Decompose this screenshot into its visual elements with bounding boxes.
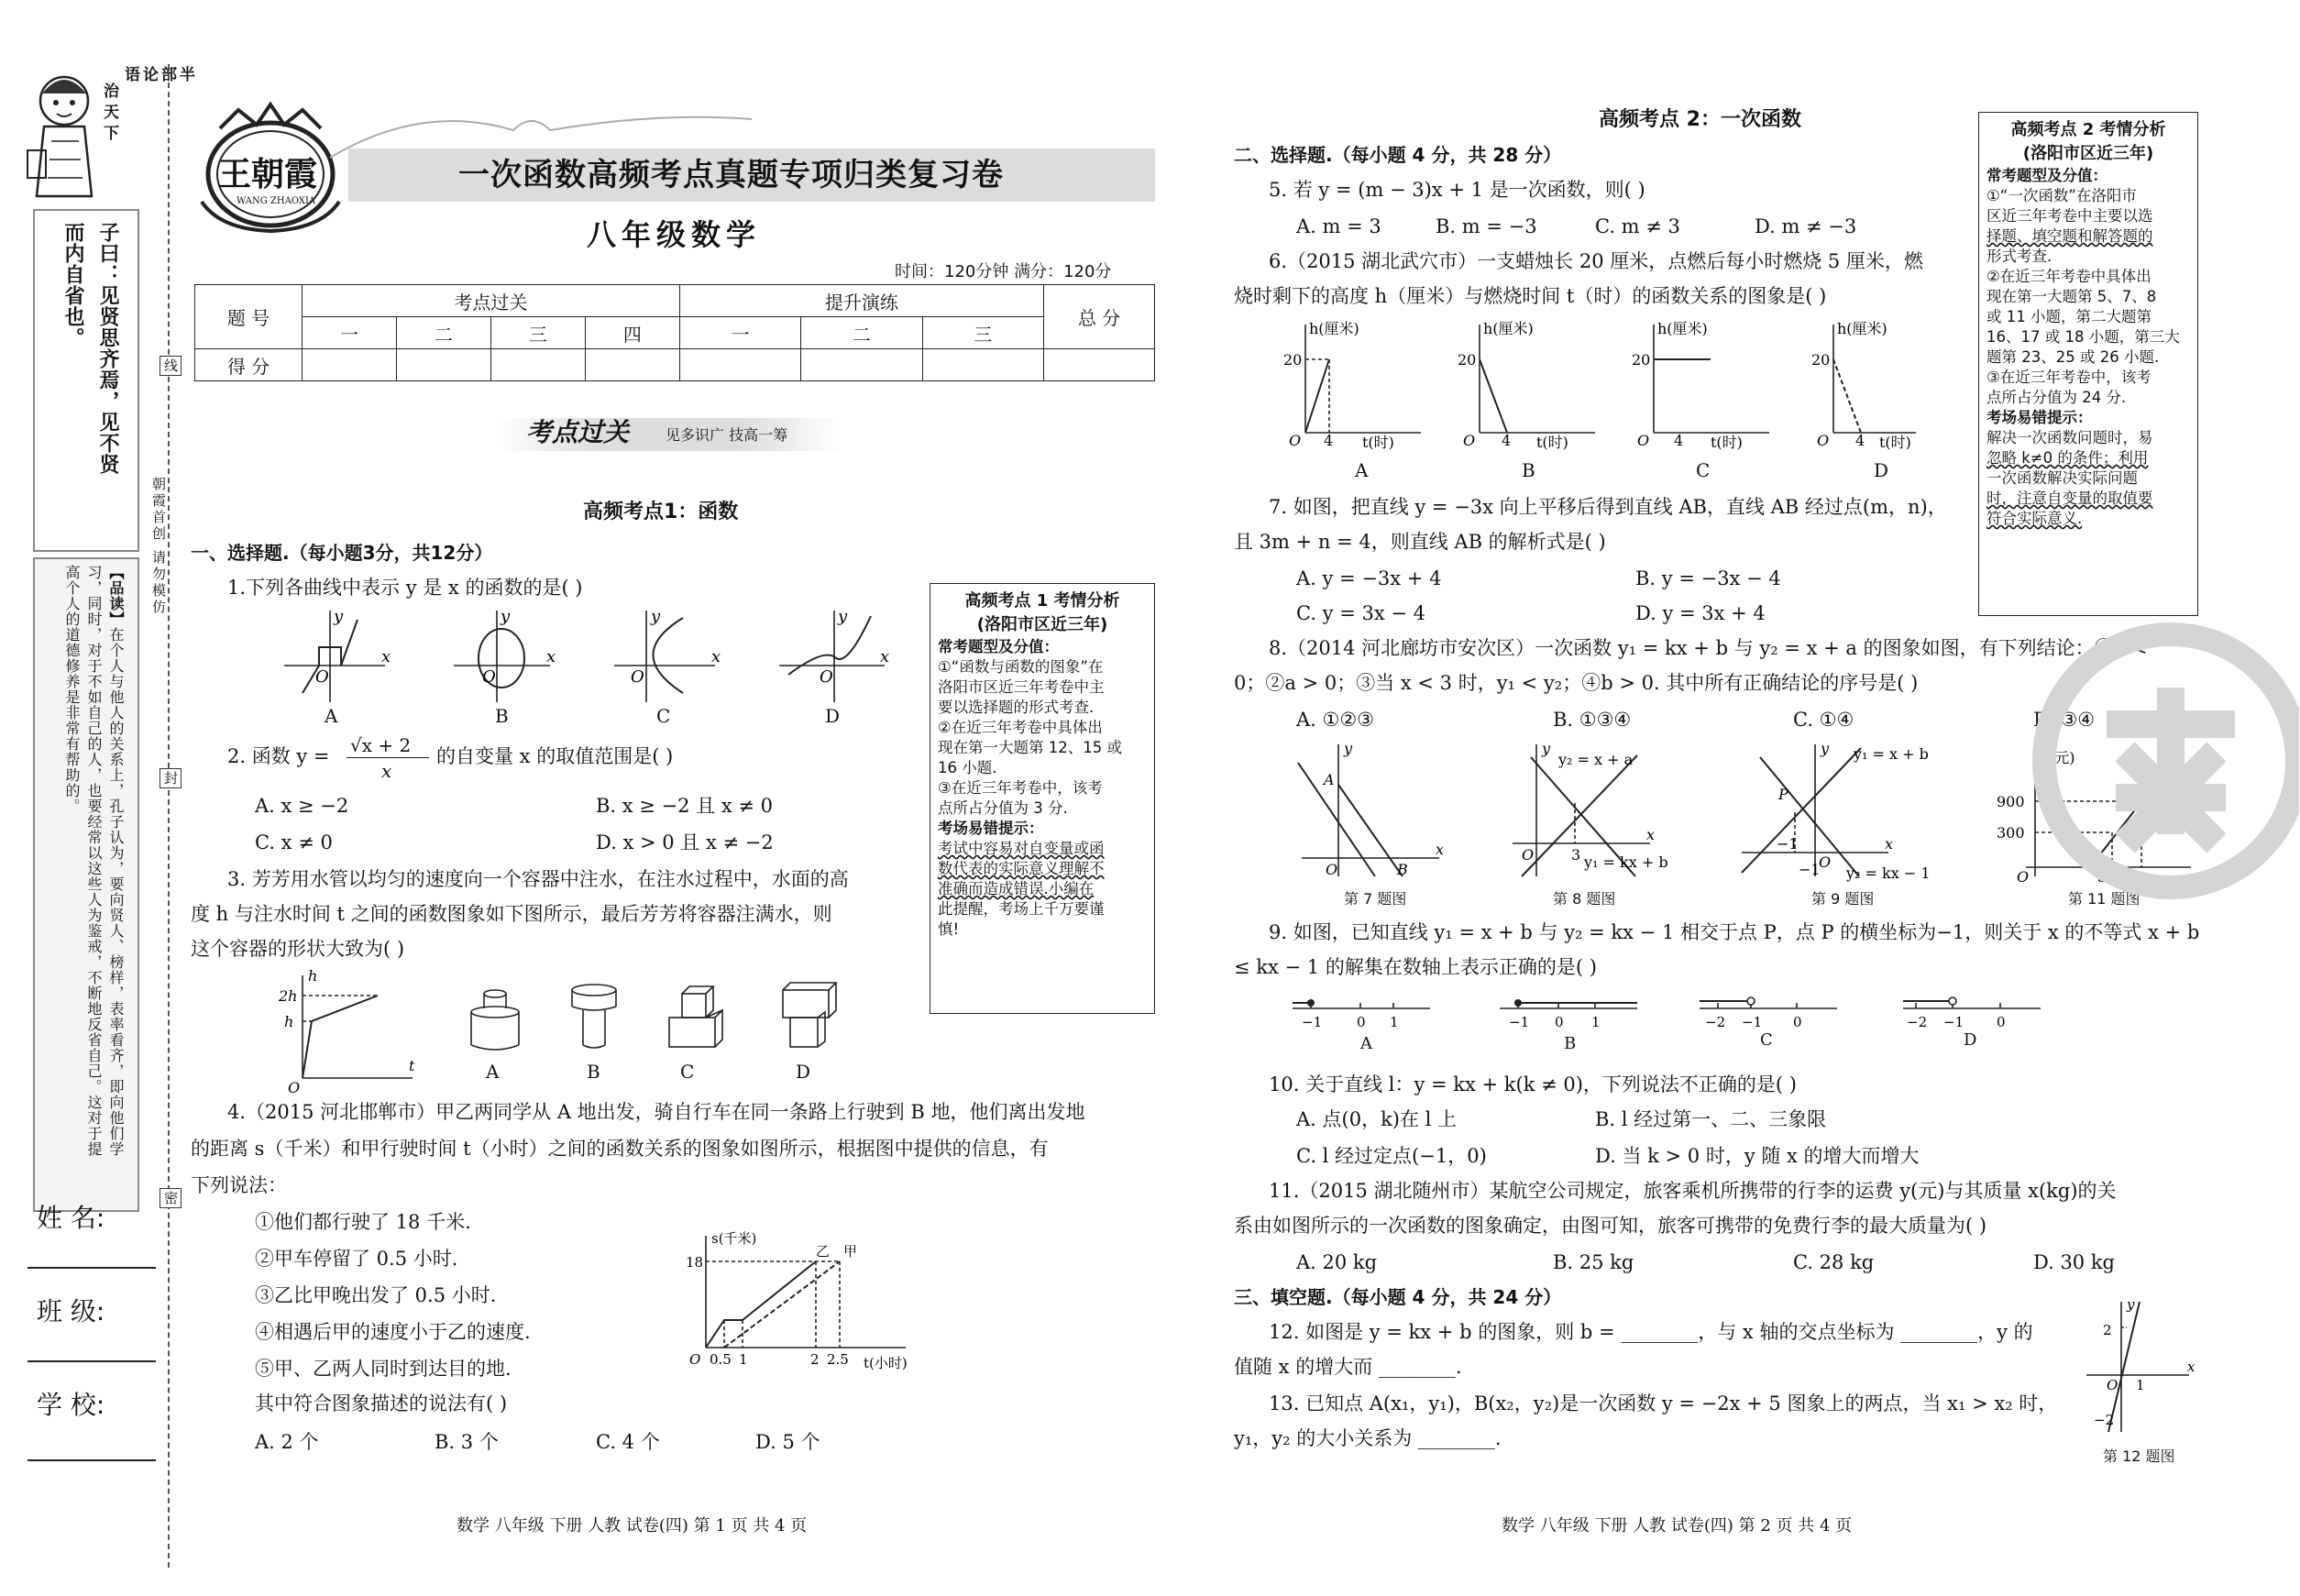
col-header: 一 [679, 317, 800, 349]
score-table [194, 284, 1155, 381]
q3-opt-a: A [486, 1061, 500, 1083]
motto-col-2: 治天下 [100, 83, 118, 146]
svg-text:2.5: 2.5 [827, 1351, 849, 1368]
svg-text:h: h [284, 1013, 294, 1030]
page-title: 一次函数高频考点真题专项归类复习卷 [458, 157, 1004, 193]
svg-text:20: 20 [1811, 351, 1831, 369]
q11-line1: 11.（2015 湖北随州市）某航空公司规定，旅客乘机所携带的行李的运费 y(元)与其质量 x(kg)的关 [1269, 1180, 2117, 1202]
group-tisheng: 提升演练 [679, 285, 1043, 317]
total-header: 总 分 [1044, 285, 1155, 349]
col-header: 二 [801, 317, 922, 349]
svg-text:50: 50 [2125, 868, 2144, 886]
q10-opt-a: A. 点(0，k)在 l 上 [1296, 1108, 1458, 1130]
svg-text:−1: −1 [1799, 861, 1821, 878]
q9-opt-d: D [1964, 1030, 1977, 1050]
analysis-box-2: 高频考点 2 考情分析 (洛阳市区近三年) 常考题型及分值： ①“一次函数”在洛阳市 区近三年考卷中主要以选 择题、填空题和解答题的 形式考查. ②在近三年考卷中具体出 现在第一大题第 5、7、8 或 11 小题，第二大题第 16、17 或 18 小题，第三大 题第 23、25 或 26 小题. ③在近三年考卷中，该考 点所占分值为 24 分. 考场易错提示： 解决一次函数问题时，易 忽略 k≠0 的条件；利用 一次函数解决实际问题 时，注意自变量的取值要 符合实际意义. [1978, 112, 2198, 616]
q11-opt-b: B. 25 kg [1553, 1251, 1634, 1273]
score-cell[interactable] [396, 349, 490, 381]
q6-opt-a: A [1355, 459, 1369, 481]
section1-title: 高频考点1：函数 [583, 501, 739, 523]
svg-text:1: 1 [739, 1351, 748, 1368]
pindu-col-1: 【品读】在个人与他人的关系上，孔子认为，要向贤人、榜样，表率看齐，即向他们学 [107, 565, 125, 1157]
q4-item-3: ③乙比甲晚出发了 0.5 小时. [255, 1284, 497, 1306]
q2-numerator: √x + 2 [350, 734, 412, 756]
col-header: 三 [922, 317, 1043, 349]
q3-opt-d: D [796, 1061, 811, 1083]
svg-text:h: h [308, 968, 318, 985]
svg-text:y: y [838, 607, 848, 626]
svg-text:−2: −2 [1907, 1014, 1928, 1030]
row-label-question: 题 号 [195, 285, 303, 349]
svg-text:−1: −1 [1943, 1014, 1964, 1030]
q1-opt-c: C [656, 705, 671, 727]
svg-text:O: O [1819, 853, 1832, 871]
school-field[interactable] [28, 1458, 156, 1461]
svg-text:y(元): y(元) [2041, 749, 2075, 766]
q1-curves [275, 601, 898, 711]
svg-text:h(厘米): h(厘米) [1483, 320, 1534, 337]
svg-text:h(厘米): h(厘米) [1657, 320, 1708, 337]
q9-opt-a: A [1360, 1034, 1372, 1053]
svg-text:O: O [1326, 861, 1338, 878]
watermark-seal-icon [2024, 614, 2299, 908]
name-label: 姓 名: [37, 1203, 105, 1233]
q11-opt-c: C. 28 kg [1793, 1251, 1875, 1273]
svg-text:x: x [546, 647, 556, 666]
q8-opt-c: C. ①④ [1793, 709, 1854, 731]
col-header: 一 [303, 317, 397, 349]
svg-text:300: 300 [1997, 824, 2025, 842]
q6-opt-b: B [1522, 459, 1535, 481]
svg-text:2: 2 [810, 1351, 820, 1368]
q9-opt-c: C [1760, 1030, 1773, 1050]
fig11-caption: 第 11 题图 [2068, 890, 2140, 908]
score-cell[interactable] [490, 349, 585, 381]
score-cell[interactable] [801, 349, 922, 381]
col-header: 二 [396, 317, 490, 349]
class-label: 班 级: [37, 1296, 105, 1326]
q1-opt-b: B [495, 705, 509, 727]
score-cell[interactable] [303, 349, 397, 381]
group-kaodian: 考点过关 [303, 285, 680, 317]
svg-text:x: x [2187, 1359, 2195, 1375]
pindu-col-3: 高个人的道德修养是非常有帮助的。 [63, 565, 81, 814]
svg-text:t(时): t(时) [1536, 434, 1568, 451]
svg-text:t: t [409, 1057, 415, 1074]
svg-text:x: x [1436, 841, 1445, 858]
motto-col-1: 半 部 论 语 [121, 66, 194, 83]
svg-text:y: y [501, 607, 511, 626]
cut-mark-secret: 密 [160, 1188, 182, 1208]
q7-opt-c: C. y = 3x − 4 [1296, 602, 1425, 624]
q2-opt-a: A. x ≥ −2 [255, 795, 349, 817]
svg-text:20: 20 [1283, 351, 1303, 369]
score-cell[interactable] [585, 349, 679, 381]
svg-text:4: 4 [1855, 432, 1865, 449]
svg-text:x: x [1646, 826, 1656, 843]
svg-text:20: 20 [1458, 351, 1477, 369]
svg-text:0: 0 [1793, 1014, 1802, 1030]
svg-text:O: O [315, 667, 329, 687]
q4-line3: 下列说法： [191, 1174, 287, 1196]
svg-text:1: 1 [1591, 1014, 1601, 1030]
q11-opt-d: D. 30 kg [2033, 1251, 2116, 1273]
svg-text:x: x [1885, 835, 1894, 853]
svg-text:B: B [1397, 861, 1408, 878]
svg-text:x: x [880, 647, 890, 666]
class-field[interactable] [28, 1359, 156, 1362]
svg-text:2: 2 [2103, 1322, 2112, 1338]
section2-title: 高频考点 2：一次函数 [1599, 108, 1801, 131]
svg-text:3: 3 [1571, 846, 1581, 864]
col-header: 四 [585, 317, 679, 349]
q3-graph [275, 968, 422, 1096]
q4-graph [678, 1228, 917, 1375]
q7-opt-a: A. y = −3x + 4 [1296, 567, 1442, 589]
svg-text:h(厘米): h(厘米) [1309, 320, 1359, 337]
q3-containers [458, 981, 862, 1054]
quote-col-1: 子曰：见贤思齐焉，见不贤 [96, 222, 119, 475]
q2-opt-d: D. x > 0 且 x ≠ −2 [596, 831, 774, 853]
score-cell[interactable] [679, 349, 800, 381]
svg-text:−1: −1 [1509, 1014, 1530, 1030]
q9-opt-b: B [1564, 1034, 1577, 1053]
svg-text:y₁ = x + b: y₁ = x + b [1854, 745, 1929, 763]
svg-text:O: O [631, 667, 644, 687]
q6-opt-c: C [1696, 459, 1711, 481]
svg-text:O: O [288, 1079, 301, 1096]
quote-col-2: 而内自省也。 [61, 222, 84, 348]
svg-text:t(时): t(时) [1879, 434, 1911, 451]
q1-text: 1.下列各曲线中表示 y 是 x 的函数的是( ) [227, 577, 583, 599]
banner-main: 考点过关 [526, 417, 630, 447]
svg-text:y: y [651, 607, 661, 626]
svg-text:O: O [1522, 846, 1535, 864]
svg-text:x: x [381, 647, 391, 666]
svg-text:−1: −1 [1777, 835, 1799, 853]
q3-opt-b: B [587, 1061, 600, 1083]
svg-text:t(时): t(时) [1362, 434, 1394, 451]
svg-text:乙: 乙 [816, 1243, 831, 1260]
q10-opt-b: B. l 经过第一、二、三象限 [1595, 1108, 1827, 1130]
fraction-bar [347, 757, 429, 758]
analysis-box-1: 高频考点 1 考情分析 (洛阳市区近三年) 常考题型及分值： ①“函数与函数的图象”在 洛阳市区近三年考卷中主 要以选择题的形式考查. ②在近三年考卷中具体出 现在第一大题第 12、15 或 16 小题. ③在近三年考卷中，该考 点所占分值为 3 分. 考场易错提示： 考试中容易对自变量或函 数代表的实际意义理解不 准确而造成错误.小编在 此提醒，考场上千万要谨 慎! [930, 583, 1155, 1014]
q11-opt-a: A. 20 kg [1296, 1251, 1378, 1273]
svg-text:x: x [711, 647, 721, 666]
footer-right: 数学 八年级 下册 人教 试卷(四) 第 2 页 共 4 页 [1502, 1516, 1853, 1535]
svg-text:O: O [1817, 432, 1830, 449]
svg-text:y: y [2127, 1296, 2135, 1313]
binding-line [168, 64, 170, 1568]
logo-text: 王朝霞 [218, 155, 318, 193]
q4-opt-a: A. 2 个 [255, 1431, 319, 1453]
q11-line2: 系由如图所示的一次函数的图象确定，由图可知，旅客可携带的免费行李的最大质量为( ) [1234, 1215, 1987, 1237]
q9-line1: 9. 如图，已知直线 y₁ = x + b 与 y₂ = kx − 1 相交于点 P，点 P 的横坐标为−1，则关于 x 的不等式 x + b [1269, 921, 2200, 943]
q4-line1: 4.（2015 河北邯郸市）甲乙两同学从 A 地出发，骑自行车在同一条路上行驶到 B 地，他们离出发地 [227, 1101, 1085, 1123]
svg-text:900: 900 [1997, 793, 2025, 810]
q12-line2: 值随 x 的增大而 ________. [1234, 1356, 1462, 1378]
q4-opt-d: D. 5 个 [755, 1431, 820, 1453]
q12-graph [2081, 1294, 2200, 1441]
svg-text:4: 4 [1502, 432, 1512, 449]
q8-opt-a: A. ①②③ [1296, 709, 1374, 731]
row-label-score: 得 分 [195, 349, 303, 381]
svg-text:y₂ = kx − 1: y₂ = kx − 1 [1846, 864, 1931, 882]
svg-text:t(时): t(时) [1711, 434, 1743, 451]
banner-slogan: 见多识广 技高一筹 [666, 426, 788, 444]
q7-opt-d: D. y = 3x + 4 [1635, 602, 1766, 624]
mascot-figure-icon [24, 68, 103, 205]
q4-opt-c: C. 4 个 [596, 1431, 660, 1453]
svg-text:0: 0 [1357, 1014, 1366, 1030]
svg-text:甲: 甲 [843, 1243, 858, 1260]
q3-line1: 3. 芳芳用水管以均匀的速度向一个容器中注水，在注水过程中，水面的高 [227, 868, 849, 890]
q8-opt-b: B. ①③④ [1553, 709, 1632, 731]
svg-text:−2: −2 [1705, 1014, 1726, 1030]
q5-opt-b: B. m = −3 [1436, 215, 1537, 237]
copyright-note: 朝霞首创 请勿模仿 [150, 477, 167, 616]
q3-opt-c: C [680, 1061, 695, 1083]
q8-line1: 8.（2014 河北廊坊市安次区）一次函数 y₁ = kx + b 与 y₂ = x + a 的图象如图，有下列结论：①k < [1269, 637, 2148, 659]
svg-text:O: O [689, 1351, 701, 1368]
q6-opt-d: D [1874, 459, 1889, 481]
svg-text:−1: −1 [1742, 1014, 1763, 1030]
svg-text:y₁ = kx + b: y₁ = kx + b [1584, 853, 1668, 871]
q3-line2: 度 h 与注水时间 t 之间的函数图象如下图所示，最后芳芳将容器注满水，则 [191, 903, 832, 925]
q6-line2: 烧时剩下的高度 h（厘米）与燃烧时间 t（时）的函数关系的图象是( ) [1234, 285, 1827, 307]
svg-text:O: O [1463, 432, 1476, 449]
svg-text:y: y [1821, 740, 1830, 757]
svg-text:y₂ = x + a: y₂ = x + a [1558, 751, 1634, 768]
q2-opt-c: C. x ≠ 0 [255, 831, 333, 853]
svg-text:1: 1 [2136, 1377, 2145, 1393]
svg-text:O: O [2107, 1377, 2118, 1393]
q4-item-4: ④相遇后甲的速度小于乙的速度. [255, 1321, 531, 1343]
fig8-caption: 第 8 题图 [1553, 890, 1616, 908]
svg-text:P: P [1778, 786, 1788, 803]
svg-text:y: y [1542, 740, 1551, 757]
q4-ask: 其中符合图象描述的说法有( ) [255, 1392, 508, 1414]
q6-line1: 6.（2015 湖北武穴市）一支蜡烛长 20 厘米，点燃后每小时燃烧 5 厘米，燃 [1269, 250, 1923, 272]
q5-text: 5. 若 y = (m − 3)x + 1 是一次函数，则( ) [1269, 179, 1645, 201]
q10-text: 10. 关于直线 l：y = kx + k(k ≠ 0)，下列说法不正确的是( ) [1269, 1073, 1797, 1095]
fig7-caption: 第 7 题图 [1344, 890, 1407, 908]
svg-text:O: O [820, 667, 833, 687]
q4-item-1: ①他们都行驶了 18 千米. [255, 1211, 471, 1233]
q4-line2: 的距离 s（千米）和甲行驶时间 t（小时）之间的函数关系的图象如图所示，根据图中提供的信息，有 [191, 1138, 1049, 1160]
svg-text:0.5: 0.5 [710, 1351, 732, 1368]
svg-text:4: 4 [1324, 432, 1334, 449]
q8-line2: 0；②a > 0；③当 x < 3 时，y₁ < y₂；④b > 0. 其中所有正确结论的序号是( ) [1234, 672, 1919, 694]
q10-opt-c: C. l 经过定点(−1，0) [1296, 1145, 1487, 1167]
school-label: 学 校: [37, 1390, 105, 1420]
q9-number-lines [1283, 990, 2063, 1054]
logo-subtext: WANG ZHAOXIA [237, 196, 316, 206]
time-info: 时间：120分钟 满分：120分 [895, 262, 1112, 281]
svg-text:30: 30 [2097, 868, 2117, 886]
q1-opt-d: D [825, 705, 841, 727]
q7-line1: 7. 如图，把直线 y = −3x 向上平移后得到直线 AB，直线 AB 经过点(m，n)， [1269, 496, 1947, 518]
svg-text:y: y [1344, 740, 1353, 757]
q3-line3: 这个容器的形状大致为( ) [191, 938, 405, 960]
part1-heading: 一、选择题.（每小题3分，共12分） [191, 542, 493, 564]
svg-text:O: O [2017, 868, 2030, 886]
svg-text:4: 4 [1674, 432, 1684, 449]
q12-line1: 12. 如图是 y = kx + b 的图象，则 b = ________，与 x 轴的交点坐标为 ________，y 的 [1269, 1321, 2033, 1343]
svg-text:0: 0 [1555, 1014, 1564, 1030]
svg-text:1: 1 [1390, 1014, 1399, 1030]
q7-line2: 且 3m + n = 4，则直线 AB 的解析式是( ) [1234, 531, 1606, 553]
cut-mark-seal: 封 [160, 768, 182, 788]
q13-line1: 13. 已知点 A(x₁，y₁)，B(x₂，y₂)是一次函数 y = −2x + 5 图象上的两点，当 x₁ > x₂ 时， [1269, 1392, 2058, 1414]
cut-mark-line: 线 [160, 356, 182, 376]
score-cell[interactable] [922, 349, 1043, 381]
page-subtitle: 八年级数学 [587, 217, 762, 252]
q2-denominator: x [381, 760, 392, 782]
col-header: 三 [490, 317, 585, 349]
svg-text:−2: −2 [2094, 1412, 2115, 1428]
part2-heading: 二、选择题.（每小题 4 分，共 28 分） [1234, 144, 1562, 166]
quote-box [33, 209, 139, 552]
svg-text:t(小时): t(小时) [864, 1355, 908, 1371]
svg-text:O: O [1289, 432, 1302, 449]
svg-text:0: 0 [1997, 1014, 2006, 1030]
svg-text:18: 18 [686, 1254, 704, 1271]
svg-text:O: O [482, 667, 496, 687]
q12-caption: 第 12 题图 [2103, 1447, 2175, 1465]
pindu-col-2: 习，同时，对于不如自己的人，也要经常以这些人为鉴戒，不断地反省自己。这对于提 [85, 565, 103, 1157]
q10-opt-d: D. 当 k > 0 时，y 随 x 的增大而增大 [1595, 1145, 1920, 1167]
svg-text:x(kg): x(kg) [2151, 874, 2189, 891]
q5-opt-a: A. m = 3 [1296, 215, 1381, 237]
q5-opt-d: D. m ≠ −3 [1755, 215, 1857, 237]
q7-opt-b: B. y = −3x − 4 [1635, 567, 1781, 589]
svg-text:−1: −1 [1302, 1014, 1323, 1030]
name-field[interactable] [28, 1265, 156, 1269]
q13-line2: y₁，y₂ 的大小关系为 ________. [1234, 1427, 1502, 1449]
q5-opt-c: C. m ≠ 3 [1595, 215, 1680, 237]
svg-text:s(千米): s(千米) [711, 1230, 757, 1247]
q8-opt-d: D. ③④ [2033, 709, 2096, 731]
score-cell[interactable] [1044, 349, 1155, 381]
q1-opt-a: A [325, 705, 338, 727]
svg-text:y: y [334, 607, 344, 626]
q4-item-2: ②甲车停留了 0.5 小时. [255, 1248, 458, 1270]
q4-item-5: ⑤甲、乙两人同时到达目的地. [255, 1358, 512, 1380]
svg-text:2h: 2h [279, 987, 298, 1005]
svg-text:A: A [1324, 771, 1335, 788]
q2-post: 的自变量 x 的取值范围是( ) [436, 745, 674, 767]
q2-pre: 2. 函数 y = [227, 745, 330, 767]
q2-opt-b: B. x ≥ −2 且 x ≠ 0 [596, 795, 774, 817]
q4-opt-b: B. 3 个 [435, 1431, 499, 1453]
svg-text:O: O [1637, 432, 1650, 449]
svg-text:h(厘米): h(厘米) [1837, 320, 1887, 337]
footer-left: 数学 八年级 下册 人教 试卷(四) 第 1 页 共 4 页 [457, 1516, 808, 1535]
svg-text:20: 20 [1632, 351, 1651, 369]
part3-heading: 三、填空题.（每小题 4 分，共 24 分） [1234, 1286, 1562, 1308]
fig9-caption: 第 9 题图 [1811, 890, 1875, 908]
q9-line2: ≤ kx − 1 的解集在数轴上表示正确的是( ) [1234, 956, 1597, 978]
q6-graphs [1283, 317, 1925, 455]
